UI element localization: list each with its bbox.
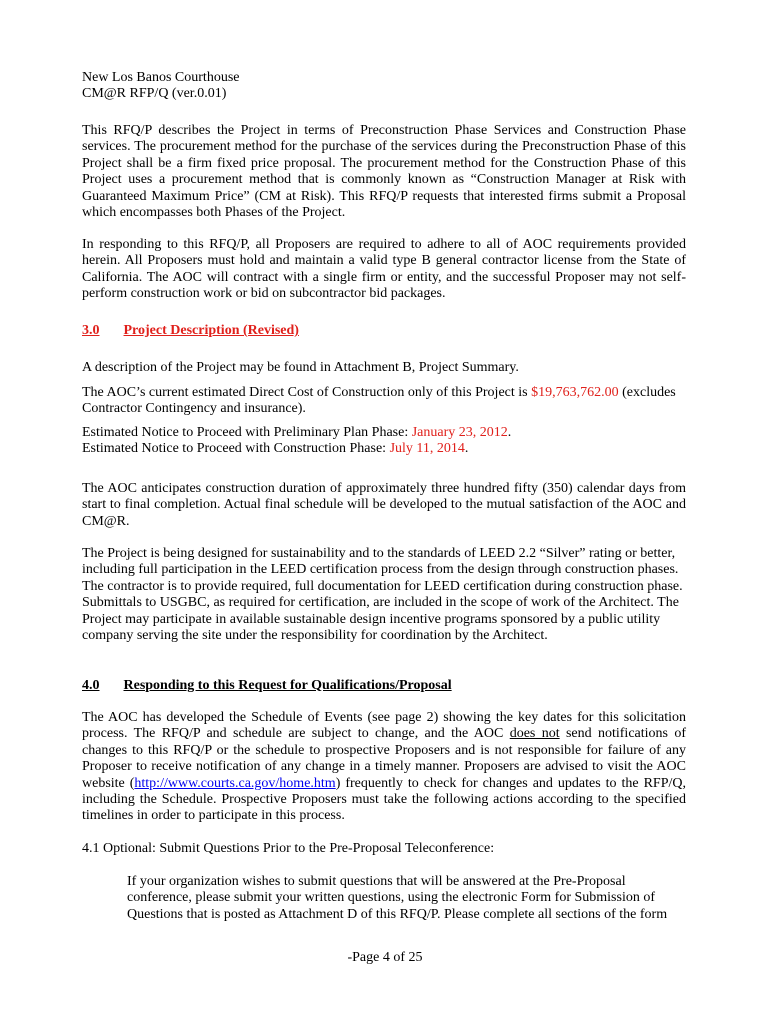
responding-text-b: send notifications of changes to this RFQ/P or the schedule to prospective Proposers and is not responsible for failure of any Proposer to receive notification of any change in a timely manner. Proposers are advised to visit the AOC website ( bbox=[82, 726, 686, 791]
document-version: CM@R RFP/Q (ver.0.01) bbox=[82, 86, 227, 102]
project-description-paragraph: A description of the Project may be found in Attachment B, Project Summary. bbox=[82, 360, 519, 375]
ntp-preliminary-line: Estimated Notice to Proceed with Preliminary Plan Phase: January 23, 2012. bbox=[82, 425, 512, 440]
cost-paragraph bbox=[82, 385, 686, 418]
does-not-emphasis: does not bbox=[509, 726, 560, 742]
intro-paragraph-1: This RFQ/P describes the Project in terms of Preconstruction Phase Services and Construction Phase services. The procurement method for the purchase of the services during the Preconstruction Phase of this Project shall be a firm fixed price proposal. The procurement method for the Construction Phase of this Project uses a procurement method that is commonly known as “Construction Manager at Risk with Guaranteed Maximum Price” (CM at Risk). This RFQ/P requests that interested firms submit a Proposal which encompasses both Phases of the Project. bbox=[82, 123, 686, 221]
ntp-preliminary-label: Estimated Notice to Proceed with Preliminary Plan Phase: bbox=[82, 425, 412, 440]
ntp-construction-line: Estimated Notice to Proceed with Construction Phase: July 11, 2014. bbox=[82, 441, 469, 457]
intro-paragraph-2: In responding to this RFQ/P, all Proposers are required to adhere to all of AOC requirements provided herein. All Proposers must hold and maintain a valid type B general contractor license from the State of California. The AOC will contract with a single firm or entity, and the successful Proposer may not self-perform construction work or bid on subcontractor bid packages. bbox=[82, 237, 686, 302]
courts-website-link[interactable]: http://www.courts.ca.gov/home.htm bbox=[134, 775, 336, 791]
section-3-heading bbox=[82, 323, 686, 339]
cost-prefix: The AOC’s current estimated Direct Cost of Construction only of this Project is bbox=[82, 385, 532, 400]
ntp-construction-date: July 11, 2014 bbox=[389, 441, 465, 457]
section-3-title: Project Description (Revised) bbox=[123, 323, 299, 338]
notice-to-proceed-block bbox=[82, 425, 686, 458]
project-title: New Los Banos Courthouse bbox=[82, 70, 240, 85]
page-number-footer: -Page 4 of 25 bbox=[347, 950, 423, 965]
responding-text-c: ) frequently to check for changes and updates to the RFP/Q, including the Schedule. Prospective Proposers must take the following actions according to the specified timelines in order to participate in this process. bbox=[82, 775, 686, 824]
ntp-preliminary-date: January 23, 2012 bbox=[411, 425, 508, 440]
construction-duration-paragraph: The AOC anticipates construction duration of approximately three hundred fifty (350) calendar days from start to final completion. Actual final schedule will be developed to the mutual satisfaction of the AOC and CM@R. bbox=[82, 481, 686, 529]
ntp-construction-label: Estimated Notice to Proceed with Construction Phase: bbox=[82, 441, 390, 457]
document-header bbox=[82, 70, 686, 103]
subsection-4-1-body: If your organization wishes to submit questions that will be answered at the Pre-Proposal conference, please submit your written questions, using the electronic Form for Submission of Questions that is posted as Attachment D of this RFQ/P. Please complete all sections of the form bbox=[127, 874, 668, 922]
cost-value: $19,763,762.00 bbox=[531, 385, 619, 400]
responding-paragraph bbox=[82, 710, 686, 825]
responding-text-a: The AOC has developed the Schedule of Events (see page 2) showing the key dates for this solicitation process. The RFQ/P and schedule are subject to change, and the AOC bbox=[82, 710, 686, 742]
subsection-4-1-heading: 4.1 Optional: Submit Questions Prior to the Pre-Proposal Teleconference: bbox=[82, 841, 495, 856]
section-3-number: 3.0 bbox=[82, 323, 100, 338]
section-4-heading bbox=[82, 678, 686, 694]
section-4-title: Responding to this Request for Qualifications/Proposal bbox=[123, 678, 452, 693]
section-4-number: 4.0 bbox=[82, 678, 100, 693]
cost-suffix: (excludes Contractor Contingency and insurance). bbox=[82, 385, 676, 417]
leed-paragraph: The Project is being designed for sustainability and to the standards of LEED 2.2 “Silver” rating or better, including full participation in the LEED certification process from the design through construction phases. The contractor is to provide required, full documentation for LEED certification during construction phase. Submittals to USGBC, as required for certification, are included in the scope of work of the Architect. The Project may participate in available sustainable design incentive programs sponsored by a public utility company serving the site under the responsibility for coordination by the Architect. bbox=[82, 546, 683, 644]
